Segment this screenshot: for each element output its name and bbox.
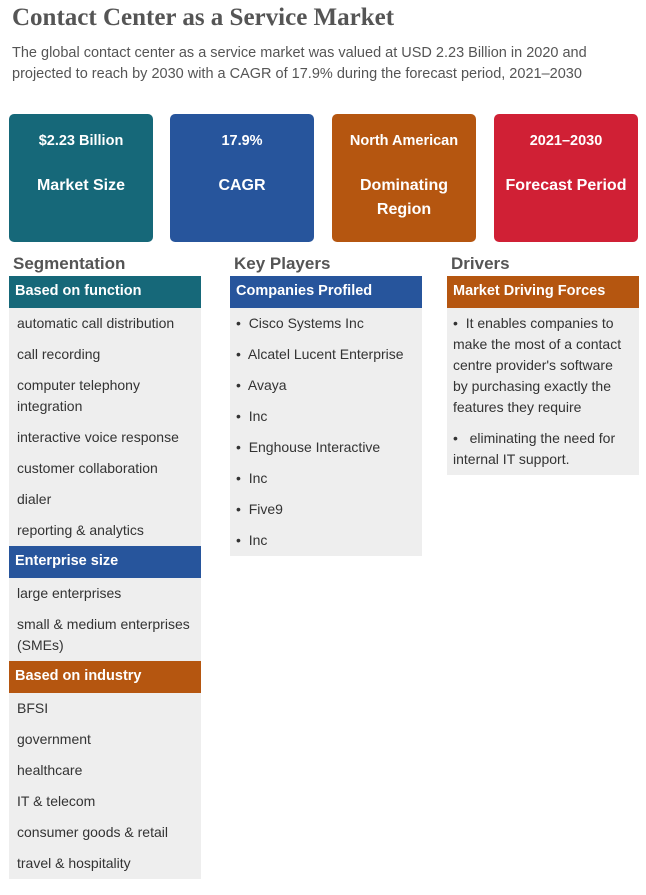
list-item: • Cisco Systems Inc [236,315,364,331]
list-item: computer telephony integration [17,377,140,414]
card-value: $2.23 Billion [38,133,124,149]
list-item: call recording [17,346,101,362]
list-item: dialer [17,491,52,507]
list-item: • Alcatel Lucent Enterprise [236,346,404,362]
list-item: • Inc [236,470,268,486]
list-item: customer collaboration [17,460,158,476]
list-item: healthcare [17,762,83,778]
market-size-card [9,114,153,242]
section-list-enterprise-size [9,578,201,661]
page-subtitle: The global contact center as a service market was valued at USD 2.23 Billion in 2020 and projected to reach by 2030 with a CAGR of 17.9% during the forecast period, 2021–2030 [12,45,587,82]
list-item: government [17,731,91,747]
key-players-column [230,254,422,556]
section-list-industry [9,693,201,879]
company-name: Inc [248,408,268,424]
driver-text: eliminating the need for internal IT support. [453,430,616,467]
card-label: Market Size [36,177,126,194]
company-name: Avaya [247,377,287,393]
list-item: • eliminating the need for internal IT support. [453,430,616,467]
list-item: automatic call distribution [17,315,175,331]
card-value: 17.9% [221,133,263,149]
company-name: Inc [248,470,268,486]
card-value: North American [349,133,459,149]
company-name: Inc [248,532,268,548]
companies-list [230,308,422,556]
company-name: Enghouse Interactive [248,439,381,455]
list-item: consumer goods & retail [17,824,168,840]
section-header-industry: Based on industry [9,661,201,693]
cagr-card [170,114,314,242]
section-header-companies: Companies Profiled [230,276,422,308]
card-label: CAGR [218,177,266,194]
key-players-heading: Key Players [234,254,331,273]
card-label: Dominating Region [360,177,448,218]
list-item: travel & hospitality [17,855,131,871]
driver-text: It enables companies to make the most of a contact centre provider's software by purchasing exactly the features they require [453,315,622,415]
section-header-enterprise-size: Enterprise size [9,546,201,578]
company-name: Cisco Systems Inc [248,315,364,331]
segmentation-column [9,254,201,879]
list-item: BFSI [17,700,49,716]
list-item: • Avaya [236,377,287,393]
card-value: 2021–2030 [529,133,603,149]
section-list-function [9,308,201,546]
list-item: • Five9 [236,501,283,517]
list-item: small & medium enterprises (SMEs) [17,616,190,653]
segmentation-heading: Segmentation [13,254,126,273]
drivers-heading: Drivers [451,254,510,273]
list-item: large enterprises [17,585,122,601]
drivers-list [447,308,639,475]
section-header-function: Based on function [9,276,201,308]
card-label: Forecast Period [505,177,627,194]
section-header-driving-forces: Market Driving Forces [447,276,639,308]
list-item: reporting & analytics [17,522,144,538]
drivers-column [447,254,639,475]
stat-cards [9,114,639,242]
list-item: • Inc [236,408,268,424]
list-item: interactive voice response [17,429,179,445]
forecast-card [494,114,638,242]
list-item: • Inc [236,532,268,548]
list-item: • It enables companies to make the most of a contact centre provider's software by purchasing exactly the features they require [453,315,622,415]
page-title: Contact Center as a Service Market [12,4,395,31]
list-item: • Enghouse Interactive [236,439,381,455]
region-card [332,114,476,242]
company-name: Alcatel Lucent Enterprise [247,346,404,362]
company-name: Five9 [248,501,283,517]
list-item: IT & telecom [17,793,96,809]
